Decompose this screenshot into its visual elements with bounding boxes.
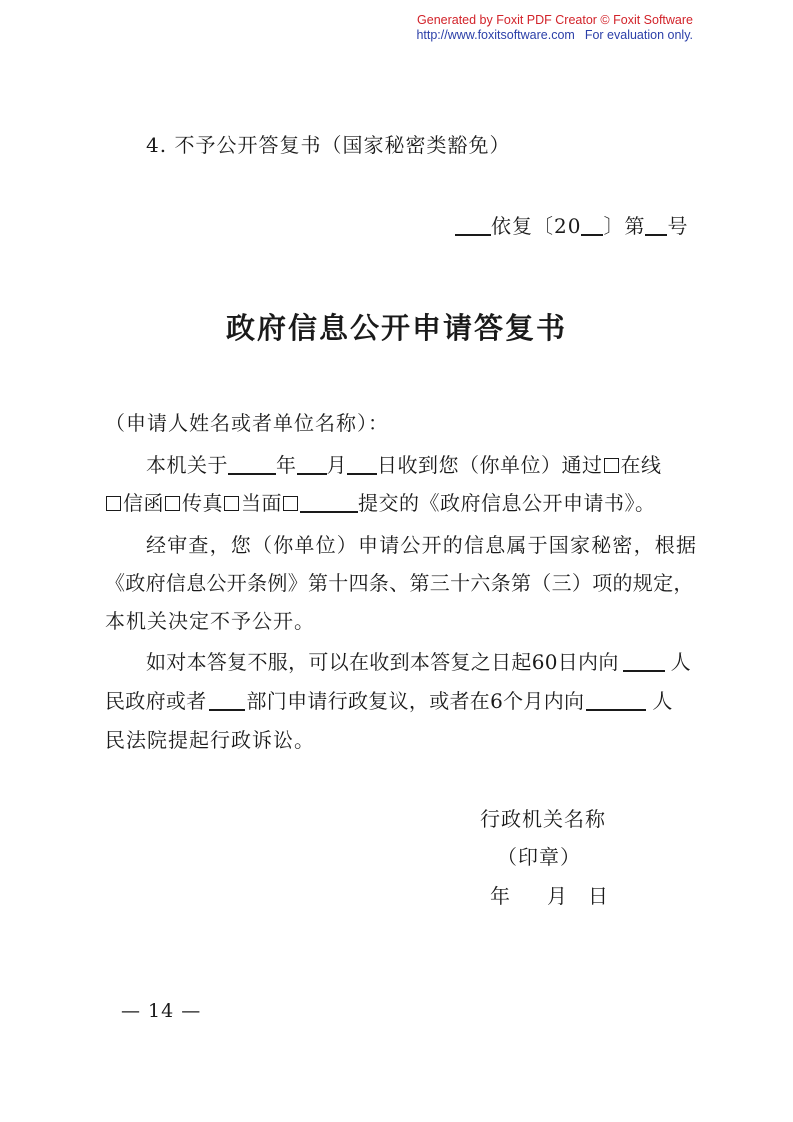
para1-online-label: 在线 — [620, 453, 662, 477]
checkbox-letter[interactable] — [106, 496, 121, 511]
court-blank[interactable] — [586, 689, 646, 711]
para1-letter-label: 信函 — [123, 491, 164, 515]
document-title: 政府信息公开申请答复书 — [225, 311, 567, 345]
watermark-line2 — [373, 28, 693, 43]
watermark-line1: Generated by Foxit PDF Creator © Foxit Software — [417, 13, 693, 27]
reference-part2: 〕第 — [603, 214, 646, 238]
para3-text2: 人 — [670, 650, 691, 674]
form-number: 4. 不予公开答复书（国家秘密类豁免） — [146, 133, 511, 157]
agency-name: 行政机关名称 — [480, 807, 606, 831]
para2-line2: 《政府信息公开条例》第十四条、第三十六条第（三）项的规定， — [105, 571, 694, 595]
para1-text1: 本机关于 — [146, 453, 228, 477]
para3-text1: 如对本答复不服，可以在收到本答复之日起60日内向 — [146, 650, 619, 674]
reference-year-blank[interactable] — [581, 214, 603, 236]
para1-line1 — [146, 453, 662, 477]
page-number: — 14 — — [121, 1000, 202, 1022]
para3-line1 — [146, 650, 691, 674]
date-month-blank[interactable] — [297, 453, 327, 475]
reference-no-blank[interactable] — [645, 214, 667, 236]
para2-line3: 本机关决定不予公开。 — [105, 609, 315, 633]
para1-in-person-label: 当面 — [241, 491, 282, 515]
para1-month: 月 — [326, 453, 347, 477]
para3-text3: 民政府或者 — [105, 689, 207, 713]
signature-date — [490, 884, 609, 908]
watermark-eval: For evaluation only. — [584, 28, 693, 42]
government-blank[interactable] — [623, 650, 665, 672]
checkbox-fax[interactable] — [165, 496, 180, 511]
para3-line2 — [105, 689, 673, 713]
para1-fax-label: 传真 — [182, 491, 223, 515]
signature-day: 日 — [588, 884, 609, 908]
para1-line2 — [105, 491, 656, 515]
department-blank[interactable] — [209, 689, 245, 711]
reference-part3: 号 — [667, 214, 689, 238]
para3-line3: 民法院提起行政诉讼。 — [105, 728, 315, 752]
para1-year: 年 — [276, 453, 297, 477]
foxit-watermark — [373, 13, 693, 43]
signature-year: 年 — [490, 884, 511, 908]
date-day-blank[interactable] — [347, 453, 377, 475]
reference-number — [455, 214, 688, 238]
reference-prefix-blank[interactable] — [455, 214, 491, 236]
date-year-blank[interactable] — [228, 453, 276, 475]
watermark-url[interactable]: http://www.foxitsoftware.com — [416, 28, 575, 42]
salutation: （申请人姓名或者单位名称）： — [105, 411, 389, 435]
para2-line1: 经审查，您（你单位）申请公开的信息属于国家秘密，根据 — [146, 533, 698, 557]
checkbox-in-person[interactable] — [224, 496, 239, 511]
seal-label: （印章） — [497, 845, 581, 869]
checkbox-online[interactable] — [604, 458, 619, 473]
signature-month: 月 — [547, 884, 568, 908]
para1-text9: 提交的《政府信息公开申请书》。 — [358, 491, 656, 515]
para1-text4: 日收到您（你单位）通过 — [377, 453, 603, 477]
other-method-blank[interactable] — [300, 491, 358, 513]
checkbox-other[interactable] — [283, 496, 298, 511]
reference-part1: 依复〔20 — [491, 214, 582, 238]
para3-text5: 人 — [652, 689, 673, 713]
para3-text4: 部门申请行政复议，或者在6个月内向 — [246, 689, 585, 713]
